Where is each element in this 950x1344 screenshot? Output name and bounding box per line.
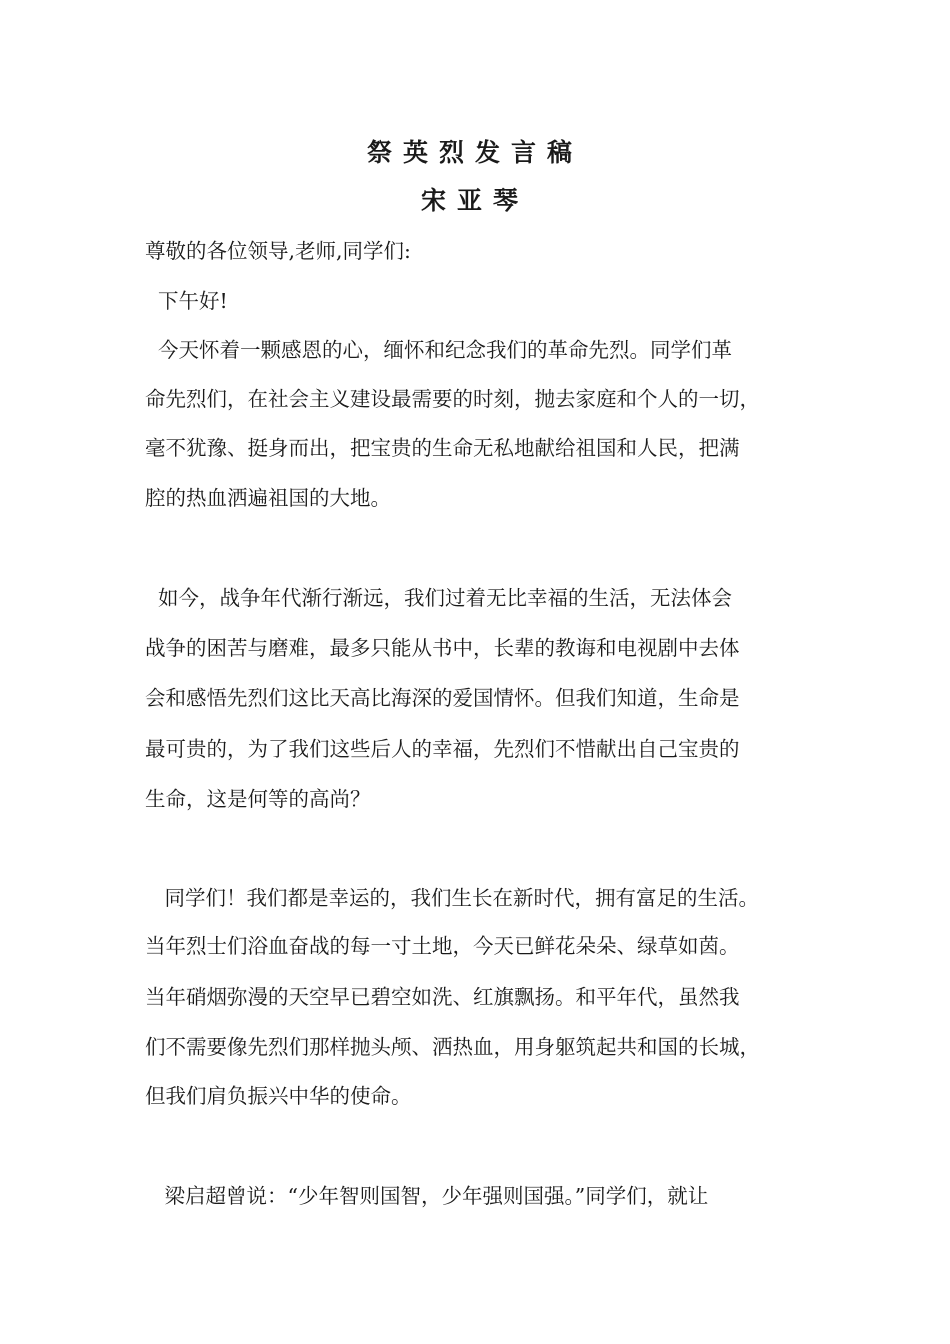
text-line: 战争的困苦与磨难，最多只能从书中，长辈的教诲和电视剧中去体 — [145, 636, 740, 660]
text-line: 下午好! — [145, 289, 228, 313]
text-line: 如今，战争年代渐行渐远，我们过着无比幸福的生活，无法体会 — [145, 586, 733, 610]
text-line: 最可贵的，为了我们这些后人的幸福，先烈们不惜献出自己宝贵的 — [145, 737, 740, 761]
text-line: 当年烈士们浴血奋战的每一寸土地，今天已鲜花朵朵、绿草如茵。 — [145, 934, 740, 958]
text-line: 尊敬的各位领导,老师,同学们: — [145, 239, 411, 263]
document-author: 宋亚琴 — [420, 186, 529, 215]
text-line: 但我们肩负振兴中华的使命。 — [145, 1084, 412, 1108]
text-line: 同学们！我们都是幸运的，我们生长在新时代，拥有富足的生活。 — [145, 886, 760, 910]
text-line: 腔的热血洒遍祖国的大地。 — [145, 486, 391, 510]
text-line: 命先烈们，在社会主义建设最需要的时刻，抛去家庭和个人的一切， — [145, 387, 760, 411]
text-line: 当年硝烟弥漫的天空早已碧空如洗、红旗飘扬。和平年代，虽然我 — [145, 985, 740, 1009]
text-line: 今天怀着一颗感恩的心，缅怀和纪念我们的革命先烈。同学们革 — [145, 338, 733, 362]
text-line: 生命，这是何等的高尚？ — [145, 787, 371, 811]
text-line: 毫不犹豫、挺身而出，把宝贵的生命无私地献给祖国和人民，把满 — [145, 436, 740, 460]
text-line: 会和感悟先烈们这比天高比海深的爱国情怀。但我们知道，生命是 — [145, 686, 740, 710]
text-line: 们不需要像先烈们那样抛头颅、洒热血，用身躯筑起共和国的长城， — [145, 1035, 760, 1059]
text-line: 梁启超曾说：“少年智则国智，少年强则国强。”同学们，就让 — [145, 1184, 709, 1208]
document-title: 祭英烈发言稿 — [366, 138, 583, 167]
